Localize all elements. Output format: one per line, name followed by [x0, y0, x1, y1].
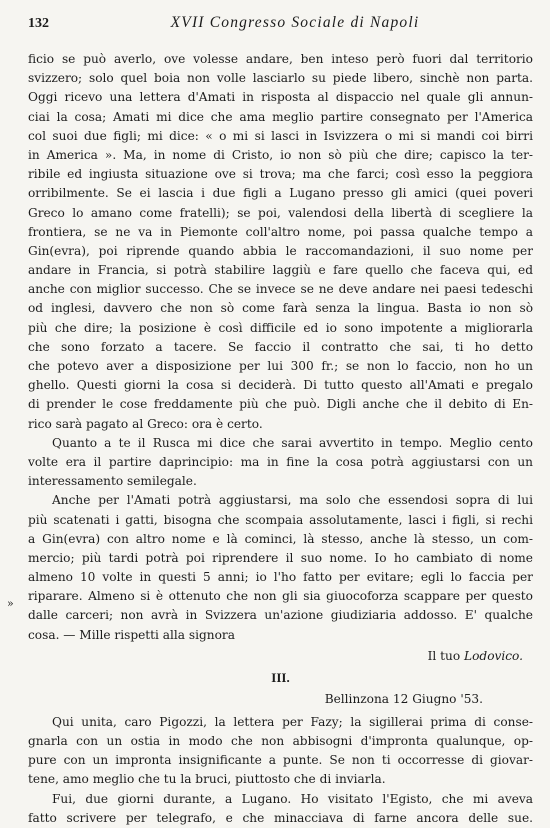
signature-prefix: Il tuo — [427, 648, 461, 663]
text-line: orribilmente. Se ei lascia i due figli a Lugano presso gli amici (quei poveri — [28, 186, 533, 201]
text-line: in America ». Ma, in nome di Cristo, io non sò più che dire; capisco la ter- — [28, 147, 533, 162]
text-line: di prender le cose freddamente più che può. Digli anche che il debito di En- — [28, 397, 533, 412]
paragraph — [28, 434, 533, 492]
running-title: XVII Congresso Sociale di Napoli — [170, 14, 420, 31]
text-line: frontiera, se ne va in Piemonte coll'altro nome, poi passa qualche tempo a — [28, 224, 533, 239]
text-line: svizzero; solo quel boia non volle lasciarlo su piede libero, sinchè non parta. — [28, 71, 533, 86]
text-line: interessamento semilegale. — [28, 474, 197, 489]
section-number: III. — [271, 669, 290, 685]
text-line: ciai la cosa; Amati mi dice che ama meglio partire consegnato per l'America — [28, 109, 533, 124]
paragraph — [28, 713, 533, 790]
dateline: Bellinzona 12 Giugno '53. — [324, 691, 483, 706]
text-line: mercio; più tardi potrà poi riprendere il suo nome. Io ho cambiato di nome — [28, 550, 533, 565]
text-line: almeno 10 volte in questi 5 anni; io l'ho fatto per evitare; egli lo faccia per — [28, 570, 533, 585]
text-line: Anche per l'Amati potrà aggiustarsi, ma solo che essendosi sopra di lui — [52, 493, 533, 508]
paragraph — [28, 50, 533, 434]
paragraph — [28, 790, 533, 828]
text-line: Oggi ricevo una lettera d'Amati in risposta al dispaccio nel quale gli annun- — [28, 90, 533, 105]
page-number: 132 — [28, 16, 49, 31]
page-header — [28, 14, 532, 36]
text-line: Quanto a te il Rusca mi dice che sarai avvertito in tempo. Meglio cento — [52, 435, 533, 450]
text-line: ghello. Questi giorni la cosa si deciderà. Di tutto questo all'Amati e pregalo — [28, 378, 533, 393]
text-line: anche con miglior successo. Che se invece se ne deve andare nei paesi tedeschi — [28, 282, 533, 297]
text-line: ficio se può averlo, ove volesse andare, ben inteso però fuori dal territorio — [28, 52, 533, 66]
text-line: cosa. — Mille rispetti alla signora — [28, 627, 235, 642]
text-line: a Gin(evra) con altro nome e là cominci, là stesso, anche là stesso, un com- — [28, 531, 533, 546]
text-line: Gin(evra), poi riprende quando abbia le raccomandazioni, il suo nome per — [28, 243, 533, 258]
paragraph — [28, 491, 533, 645]
signature — [28, 645, 533, 667]
text-line: fatto scrivere per telegrafo, e che minacciava di farne ancora delle sue. — [28, 810, 533, 825]
text-line: Fui, due giorni durante, a Lugano. Ho visitato l'Egisto, che mi aveva — [52, 791, 533, 806]
text-line: riparare. Almeno si è ottenuto che non gli sia giuocoforza scappare per questo — [28, 589, 533, 604]
text-line: col suoi due figli; mi dice: « o mi si lasci in Isvizzera o mi si mandi coi birri — [28, 128, 533, 143]
text-line: che potevo aver a disposizione per lui 300 fr.; se non lo faccio, non ho un — [28, 359, 533, 373]
text-line: ribile ed ingiusta situazione ove si trova; ma che farci; così esso la peggiora — [28, 167, 533, 182]
margin-mark: » — [7, 597, 14, 610]
text-line: gnarla con un ostia in modo che non abbisogni d'impronta qualunque, op- — [28, 734, 533, 748]
text-line: rico sarà pagato al Greco: ora è certo. — [28, 416, 263, 431]
signature-name: Lodovico. — [464, 648, 523, 663]
page-body — [28, 50, 533, 828]
text-line: pure con un impronta insignificante a punte. Se non ti occorresse di giovar- — [28, 753, 533, 768]
text-line: od inglesi, davvero che non sò come farà senza la lingua. Basta io non sò — [28, 301, 533, 316]
text-line: volte era il partire daprincipio: ma in fine la cosa potrà aggiustarsi con un — [28, 454, 533, 469]
text-line: più che dire; la posizione è così difficile ed io sono impotente a migliorarla — [28, 320, 533, 335]
text-line: dalle carceri; non avrà in Svizzera un'azione giudiziaria addosso. E' qualche — [28, 608, 533, 623]
text-line: più scatenati i gatti, bisogna che scompaia assolutamente, lasci i figli, si rechi — [28, 512, 533, 527]
text-line: tene, amo meglio che tu la bruci, piuttosto che di inviarla. — [28, 772, 386, 787]
text-line: Greco lo amano come fratelli); se poi, valendosi della libertà di scegliere la — [28, 205, 533, 220]
text-line: che sono forzato a tacere. Se faccio il contratto che sai, ti ho detto — [28, 339, 533, 354]
text-line: andare in Francia, si potrà stabilire laggiù e fare quello che faceva qui, ed — [28, 263, 533, 278]
text-line: Qui unita, caro Pigozzi, la lettera per Fazy; la sigillerai prima di conse- — [52, 714, 533, 729]
